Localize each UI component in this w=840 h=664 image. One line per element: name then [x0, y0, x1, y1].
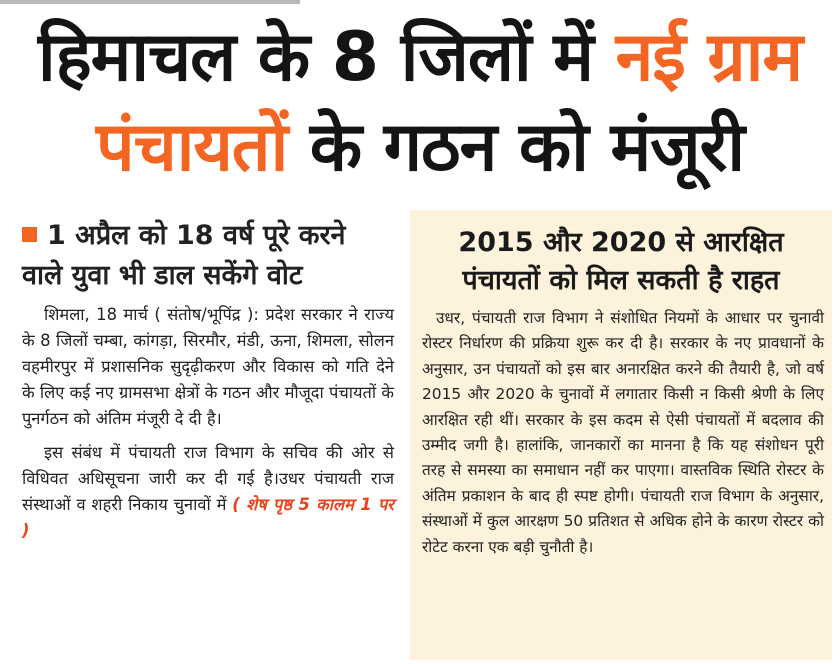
- box-heading-line-1: 2015 और 2020 से आरक्षित: [458, 227, 784, 258]
- box-heading-line-2: पंचायतों को मिल सकती है राहत: [462, 265, 780, 296]
- box-body: [410, 300, 832, 560]
- box-heading: [410, 224, 832, 300]
- headline-text-1: हिमाचल के 8 जिलों में: [37, 18, 616, 97]
- headline-highlight-2: पंचायतों: [95, 108, 288, 187]
- subheading-line-1: 1 अप्रैल को 18 वर्ष पूरे करने: [47, 220, 346, 251]
- box-paragraph: उधर, पंचायती राज विभाग ने संशोधित नियमों के आधार पर चुनावी रोस्टर निर्धारण की प्रक्रिया शुरू कर दी है। सरकार के नए प्रावधानों के अनुसार, उन पंचायतों को इस बार अनारक्षित करने की तैयारी है, जो वर्ष 2015 और 2020 के चुनावों में लगातार किसी न किसी श्रेणी के लिए आरक्षित रही थीं। सरकार के इस कदम से ऐसी पंचायतों में बदलाव की उम्मीद जगी है। हालांकि, जानकारों का मानना है कि यह संशोधन पूरी तरह से समस्या का समाधान नहीं कर पाएगा। वास्तविक स्थिति रोस्टर के अंतिम प्रकाशन के बाद ही स्पष्ट होगी। पंचायती राज विभाग के अनुसार, संस्थाओं में कुल आरक्षण 50 प्रतिशत से अधिक होने के कारण रोस्टर को रोटेट करना एक बड़ी चुनौती है।: [422, 309, 824, 556]
- sidebar-box: [410, 210, 832, 660]
- headline-line-1: [0, 18, 840, 98]
- article-subheading: [22, 216, 394, 296]
- square-bullet-icon: [22, 227, 37, 242]
- article-paragraph-2-text: इस संबंध में पंचायती राज विभाग के सचिव की ओर से विधिवत अधिसूचना जारी कर दी गई है।उधर पंचायती राज संस्थाओं व शहरी निकाय चुनावों में: [22, 443, 394, 514]
- top-rule: [0, 0, 300, 4]
- headline-line-2: [0, 108, 840, 188]
- article-paragraph-1: शिमला, 18 मार्च ( संतोष/भूपिंद्र ): प्रदेश सरकार ने राज्य के 8 जिलों चम्बा, कांगड़ा, सिरमौर, मंडी, ऊना, शिमला, सोलन वहमीरपुर में प्रशासनिक सुदृढ़ीकरण और विकास को गति देने के लिए कई नए ग्रामसभा क्षेत्रों के गठन और मौजूदा पंचायतों के पुनर्गठन को अंतिम मंजूरी दे दी है।: [22, 305, 394, 428]
- subheading-line-2: वाले युवा भी डाल सकेंगे वोट: [22, 260, 303, 291]
- left-article: [22, 216, 394, 544]
- continuation-reference: ( शेष पृष्ठ 5 कालम 1 पर ): [22, 495, 394, 540]
- article-paragraph-2: [22, 440, 394, 544]
- headline-highlight-1: नई ग्राम: [615, 18, 803, 97]
- article-body: [22, 302, 394, 544]
- headline-text-2: के गठन को मंजूरी: [287, 108, 745, 187]
